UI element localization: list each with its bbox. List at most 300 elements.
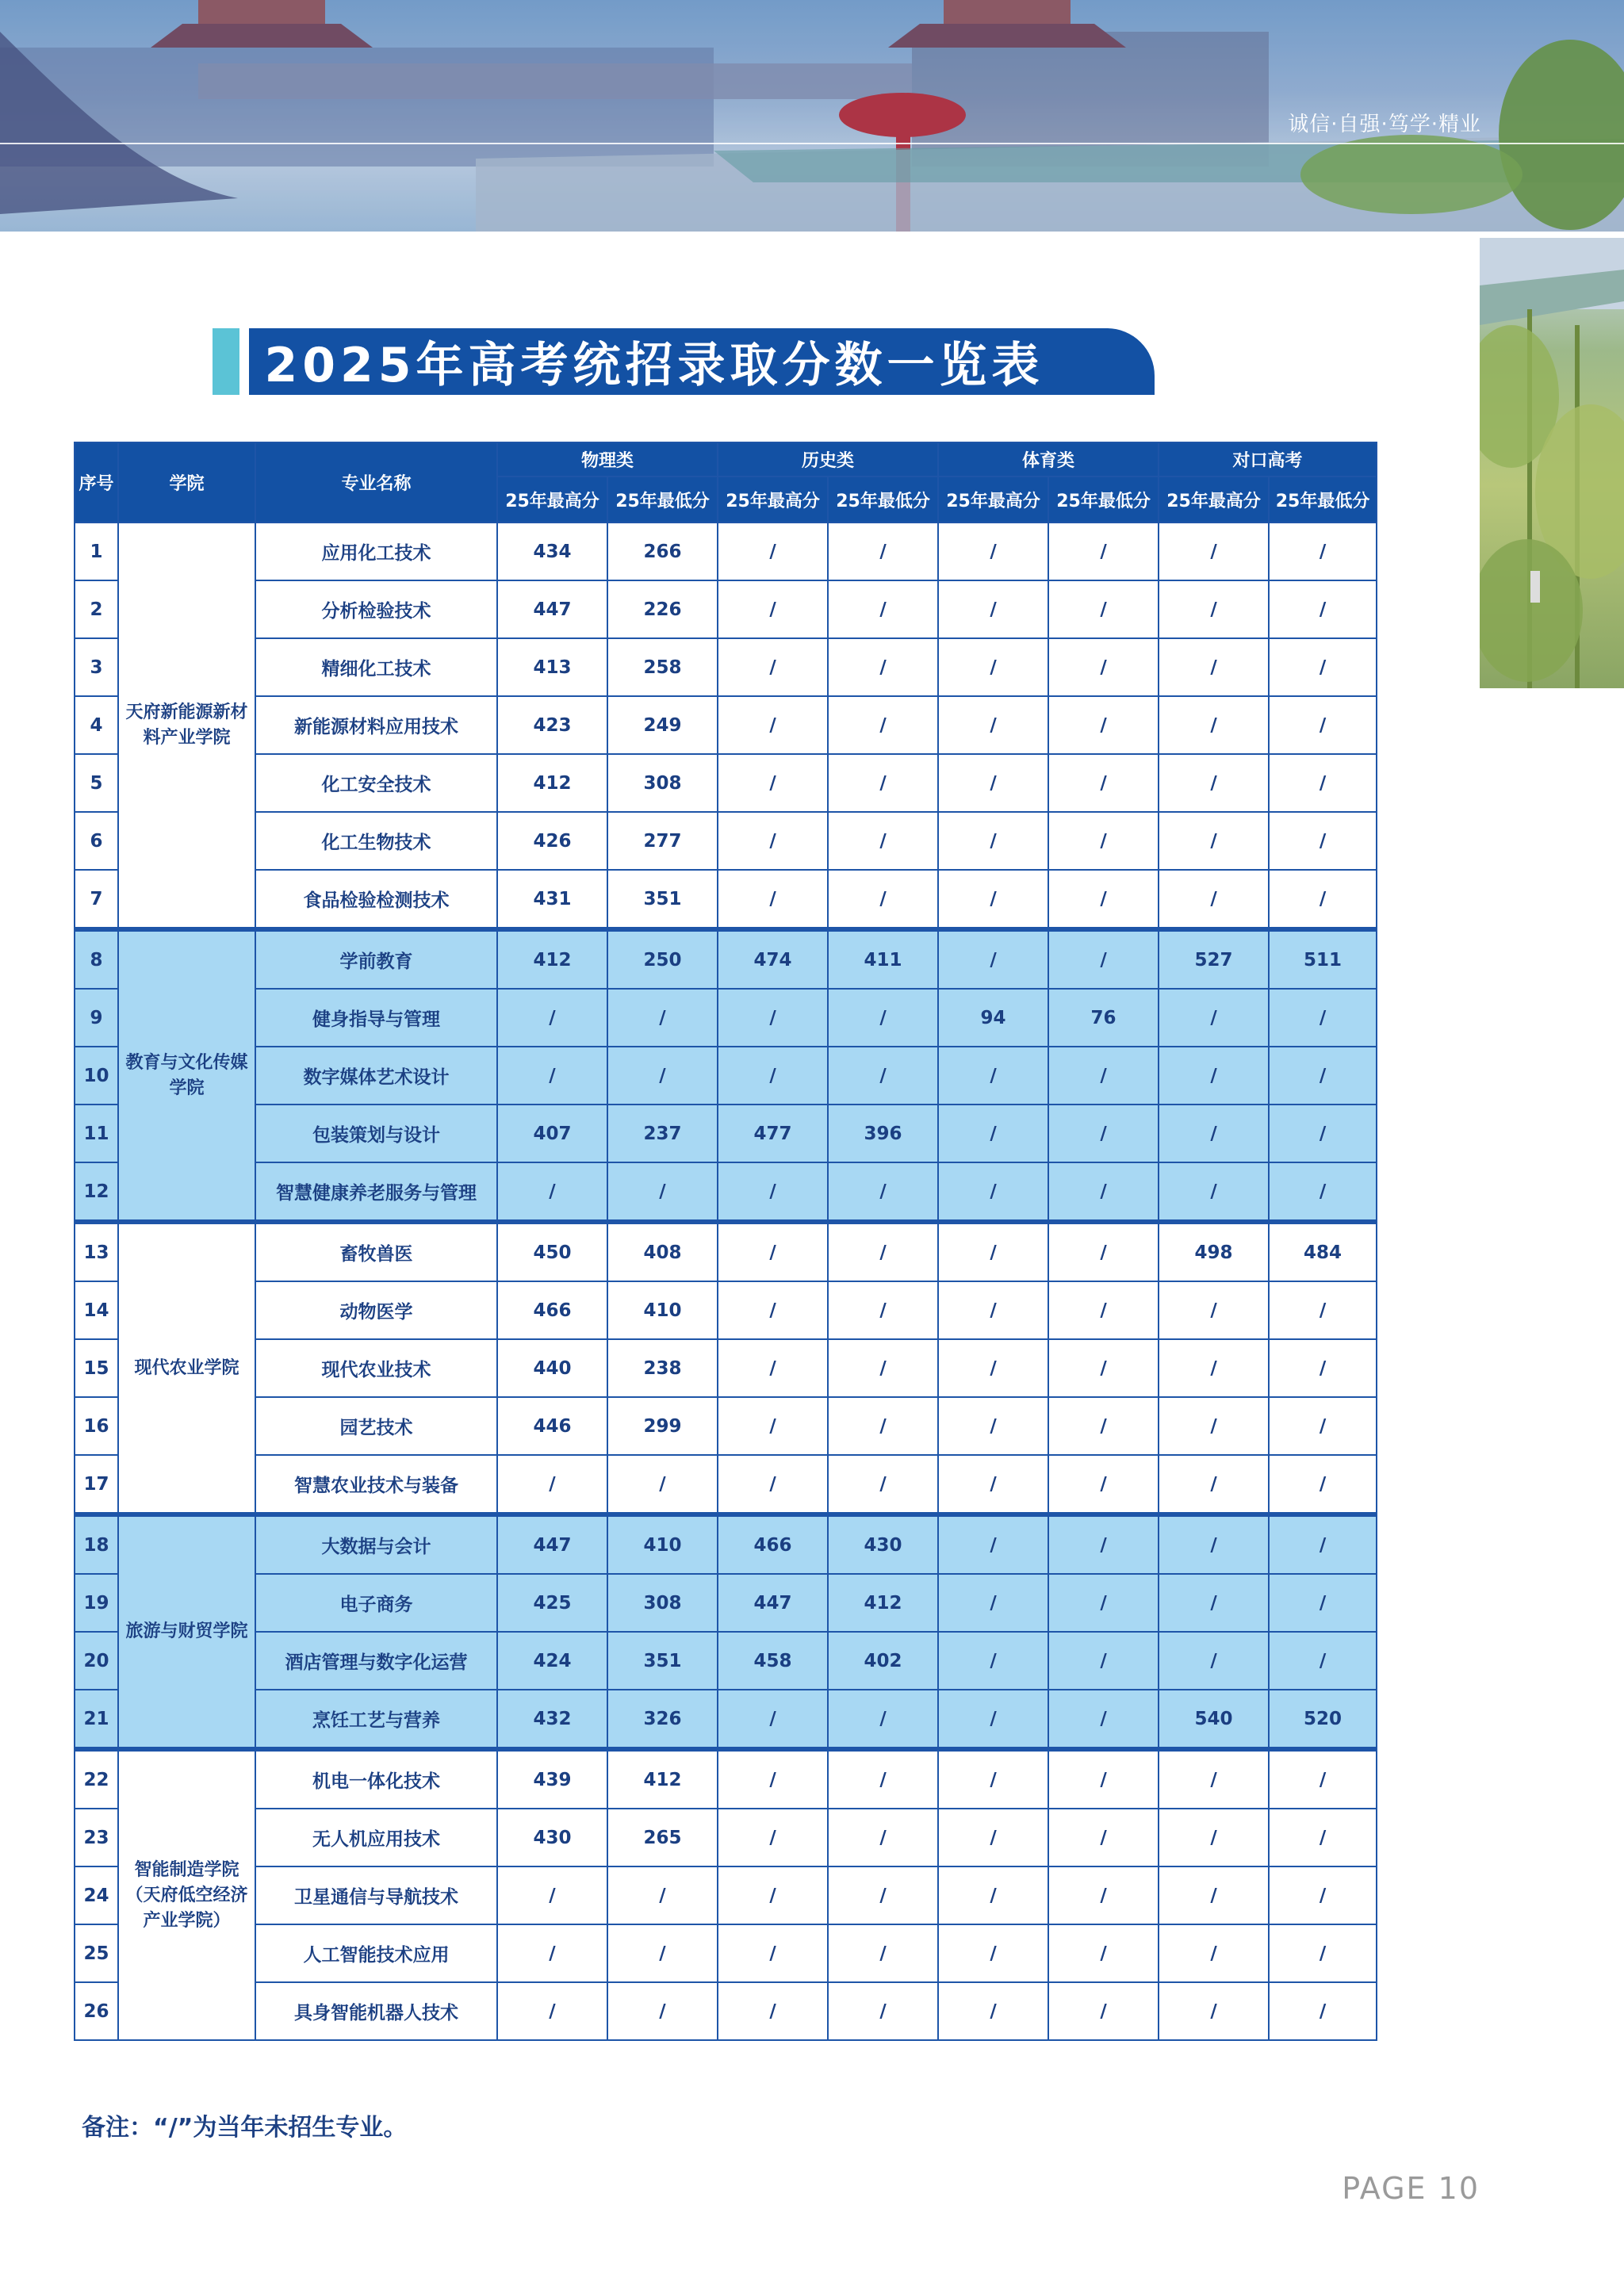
high-score-cell: 477 [718,1105,828,1162]
low-score-cell: / [1048,1632,1159,1690]
header-group-sports: 体育类 [938,442,1159,477]
college-motto: 诚信·自强·笃学·精业 [1288,113,1481,136]
high-score-cell: / [718,1047,828,1105]
low-score-cell: / [607,1866,718,1924]
high-score-cell: / [1159,1397,1269,1455]
high-score-cell: / [718,1222,828,1281]
high-score-cell: 540 [1159,1690,1269,1749]
low-score-cell: / [828,1047,938,1105]
low-score-cell: 249 [607,696,718,754]
major-name: 人工智能技术应用 [255,1924,497,1982]
high-score-cell: 447 [497,580,607,638]
high-score-cell: / [497,1047,607,1105]
high-score-cell: / [938,638,1048,696]
high-score-cell: / [497,1455,607,1514]
low-score-cell: / [828,1397,938,1455]
high-score-cell: / [718,1162,828,1222]
high-score-cell: / [1159,1455,1269,1514]
major-name: 学前教育 [255,929,497,989]
table-row [75,523,1377,580]
low-score-cell: / [1269,1749,1377,1809]
low-score-cell: / [1048,1105,1159,1162]
header-index: 序号 [75,442,118,523]
row-index: 1 [75,523,118,580]
low-score-cell: 266 [607,523,718,580]
high-score-cell: / [718,754,828,812]
low-score-cell: / [1048,1455,1159,1514]
high-score-cell: / [718,989,828,1047]
low-score-cell: 258 [607,638,718,696]
high-score-cell: / [1159,1749,1269,1809]
low-score-cell: 299 [607,1397,718,1455]
high-score-cell: / [1159,1866,1269,1924]
high-score-cell: / [718,523,828,580]
high-score-cell: / [497,1982,607,2040]
low-score-cell: / [607,1924,718,1982]
header-group-vocational: 对口高考 [1159,442,1377,477]
table-row [75,989,1377,1047]
high-score-cell: / [497,1924,607,1982]
high-score-cell: / [1159,1514,1269,1574]
low-score-cell: 238 [607,1339,718,1397]
banner-divider-line [0,143,1624,144]
title-banner [249,328,1155,395]
high-score-cell: 424 [497,1632,607,1690]
low-score-cell: / [1269,523,1377,580]
high-score-cell: / [1159,1339,1269,1397]
header-high-score: 25年最高分 [497,477,607,523]
low-score-cell: / [1048,1047,1159,1105]
low-score-cell: 308 [607,754,718,812]
low-score-cell: 520 [1269,1690,1377,1749]
high-score-cell: / [938,1397,1048,1455]
row-index: 21 [75,1690,118,1749]
low-score-cell: / [1269,1162,1377,1222]
low-score-cell: 250 [607,929,718,989]
row-index: 12 [75,1162,118,1222]
low-score-cell: / [1048,812,1159,870]
high-score-cell: / [497,1162,607,1222]
low-score-cell: / [828,754,938,812]
low-score-cell: / [828,870,938,929]
high-score-cell: / [718,1339,828,1397]
low-score-cell: 511 [1269,929,1377,989]
major-name: 无人机应用技术 [255,1809,497,1866]
header-college: 学院 [118,442,255,523]
page-title: 2025年高考统招录取分数一览表 [264,338,1044,393]
low-score-cell: 265 [607,1809,718,1866]
major-name: 酒店管理与数字化运营 [255,1632,497,1690]
high-score-cell: / [718,1809,828,1866]
high-score-cell: 432 [497,1690,607,1749]
footnote: 备注：“/”为当年未招生专业。 [82,2114,408,2142]
high-score-cell: 94 [938,989,1048,1047]
low-score-cell: 411 [828,929,938,989]
low-score-cell: / [1269,580,1377,638]
major-name: 现代农业技术 [255,1339,497,1397]
low-score-cell: / [607,1162,718,1222]
low-score-cell: / [1048,1982,1159,2040]
high-score-cell: 446 [497,1397,607,1455]
high-score-cell: / [718,1749,828,1809]
high-score-cell: / [1159,1047,1269,1105]
row-index: 8 [75,929,118,989]
low-score-cell: 396 [828,1105,938,1162]
table-row [75,1749,1377,1809]
low-score-cell: 408 [607,1222,718,1281]
row-index: 20 [75,1632,118,1690]
low-score-cell: / [1048,696,1159,754]
high-score-cell: / [1159,1281,1269,1339]
low-score-cell: / [1048,1514,1159,1574]
low-score-cell: 412 [828,1574,938,1632]
major-name: 新能源材料应用技术 [255,696,497,754]
major-name: 精细化工技术 [255,638,497,696]
high-score-cell: / [938,1047,1048,1105]
row-index: 15 [75,1339,118,1397]
high-score-cell: / [1159,1809,1269,1866]
low-score-cell: 351 [607,1632,718,1690]
header-group-physics: 物理类 [497,442,718,477]
row-index: 26 [75,1982,118,2040]
admission-score-table [74,442,1377,2041]
high-score-cell: / [1159,638,1269,696]
score-table-body [75,523,1377,2040]
low-score-cell: / [1269,1455,1377,1514]
low-score-cell: / [1269,1982,1377,2040]
high-score-cell: / [938,870,1048,929]
major-name: 畜牧兽医 [255,1222,497,1281]
high-score-cell: / [718,1866,828,1924]
low-score-cell: / [828,1281,938,1339]
low-score-cell: 308 [607,1574,718,1632]
low-score-cell: / [1048,1281,1159,1339]
high-score-cell: 466 [497,1281,607,1339]
low-score-cell: / [828,1809,938,1866]
major-name: 智慧健康养老服务与管理 [255,1162,497,1222]
table-row [75,696,1377,754]
low-score-cell: 351 [607,870,718,929]
high-score-cell: / [938,754,1048,812]
high-score-cell: 439 [497,1749,607,1809]
high-score-cell: / [938,1632,1048,1690]
high-score-cell: / [938,1749,1048,1809]
high-score-cell: 412 [497,754,607,812]
table-row [75,1574,1377,1632]
high-score-cell: / [718,812,828,870]
low-score-cell: 226 [607,580,718,638]
major-name: 食品检验检测技术 [255,870,497,929]
table-row [75,1105,1377,1162]
side-photo-bamboo [1480,238,1624,688]
row-index: 2 [75,580,118,638]
high-score-cell: / [938,1105,1048,1162]
college-name: 教育与文化传媒学院 [118,929,255,1222]
high-score-cell: / [1159,1982,1269,2040]
low-score-cell: / [1269,1809,1377,1866]
major-name: 具身智能机器人技术 [255,1982,497,2040]
high-score-cell: 430 [497,1809,607,1866]
row-index: 22 [75,1749,118,1809]
low-score-cell: / [1269,1866,1377,1924]
high-score-cell: / [938,1924,1048,1982]
row-index: 4 [75,696,118,754]
high-score-cell: 426 [497,812,607,870]
low-score-cell: 410 [607,1281,718,1339]
major-name: 烹饪工艺与营养 [255,1690,497,1749]
header-low-score: 25年最低分 [1269,477,1377,523]
high-score-cell: 434 [497,523,607,580]
low-score-cell: / [1048,1574,1159,1632]
low-score-cell: / [1048,1339,1159,1397]
high-score-cell: / [938,1339,1048,1397]
low-score-cell: / [607,989,718,1047]
low-score-cell: / [1048,523,1159,580]
table-row [75,1397,1377,1455]
row-index: 3 [75,638,118,696]
low-score-cell: / [1048,929,1159,989]
low-score-cell: / [607,1982,718,2040]
low-score-cell: 412 [607,1749,718,1809]
high-score-cell: 498 [1159,1222,1269,1281]
low-score-cell: / [828,1690,938,1749]
low-score-cell: / [1048,1866,1159,1924]
high-score-cell: / [1159,1632,1269,1690]
table-row [75,1924,1377,1982]
table-row [75,1281,1377,1339]
header-high-score: 25年最高分 [1159,477,1269,523]
high-score-cell: / [938,1574,1048,1632]
low-score-cell: / [1048,1690,1159,1749]
table-row [75,1690,1377,1749]
low-score-cell: / [1269,812,1377,870]
title-accent-bar [213,328,239,395]
row-index: 19 [75,1574,118,1632]
high-score-cell: / [718,696,828,754]
table-row [75,1222,1377,1281]
row-index: 16 [75,1397,118,1455]
major-name: 电子商务 [255,1574,497,1632]
low-score-cell: / [828,1222,938,1281]
high-score-cell: / [938,1222,1048,1281]
low-score-cell: / [828,696,938,754]
low-score-cell: / [1048,1397,1159,1455]
header-low-score: 25年最低分 [607,477,718,523]
table-row [75,929,1377,989]
low-score-cell: / [1048,638,1159,696]
major-name: 分析检验技术 [255,580,497,638]
low-score-cell: / [828,1982,938,2040]
high-score-cell: 474 [718,929,828,989]
high-score-cell: / [718,1281,828,1339]
high-score-cell: / [497,1866,607,1924]
row-index: 5 [75,754,118,812]
header-major: 专业名称 [255,442,497,523]
row-index: 23 [75,1809,118,1866]
high-score-cell: / [1159,1105,1269,1162]
low-score-cell: 484 [1269,1222,1377,1281]
low-score-cell: / [1269,1047,1377,1105]
row-index: 24 [75,1866,118,1924]
header-high-score: 25年最高分 [718,477,828,523]
high-score-cell: / [1159,812,1269,870]
high-score-cell: / [938,1162,1048,1222]
table-row [75,1047,1377,1105]
row-index: 11 [75,1105,118,1162]
low-score-cell: / [828,1924,938,1982]
header-banner-photo [0,0,1624,232]
low-score-cell: 326 [607,1690,718,1749]
high-score-cell: 412 [497,929,607,989]
high-score-cell: / [718,1455,828,1514]
high-score-cell: 425 [497,1574,607,1632]
low-score-cell: / [1048,1809,1159,1866]
low-score-cell: / [1269,1397,1377,1455]
high-score-cell: / [1159,1162,1269,1222]
major-name: 化工生物技术 [255,812,497,870]
low-score-cell: 402 [828,1632,938,1690]
major-name: 健身指导与管理 [255,989,497,1047]
low-score-cell: / [1269,989,1377,1047]
high-score-cell: / [938,1514,1048,1574]
high-score-cell: / [938,1982,1048,2040]
high-score-cell: / [1159,1574,1269,1632]
table-row [75,1982,1377,2040]
table-row [75,580,1377,638]
low-score-cell: / [828,1162,938,1222]
high-score-cell: / [938,1281,1048,1339]
low-score-cell: 410 [607,1514,718,1574]
row-index: 9 [75,989,118,1047]
row-index: 13 [75,1222,118,1281]
low-score-cell: / [1048,1924,1159,1982]
row-index: 18 [75,1514,118,1574]
high-score-cell: / [938,696,1048,754]
low-score-cell: / [1269,1105,1377,1162]
low-score-cell: / [1269,1281,1377,1339]
header-low-score: 25年最低分 [1048,477,1159,523]
low-score-cell: / [1048,580,1159,638]
high-score-cell: 407 [497,1105,607,1162]
low-score-cell: / [828,1866,938,1924]
row-index: 14 [75,1281,118,1339]
page-number: PAGE 10 [1342,2171,1480,2206]
table-row [75,1162,1377,1222]
high-score-cell: / [718,1690,828,1749]
low-score-cell: / [828,638,938,696]
low-score-cell: / [607,1047,718,1105]
high-score-cell: 413 [497,638,607,696]
low-score-cell: 430 [828,1514,938,1574]
table-row [75,1632,1377,1690]
table-row [75,870,1377,929]
high-score-cell: / [718,1982,828,2040]
high-score-cell: / [1159,754,1269,812]
low-score-cell: / [1269,1514,1377,1574]
high-score-cell: 458 [718,1632,828,1690]
low-score-cell: / [1269,754,1377,812]
high-score-cell: / [718,1397,828,1455]
header-high-score: 25年最高分 [938,477,1048,523]
high-score-cell: / [938,812,1048,870]
low-score-cell: 76 [1048,989,1159,1047]
high-score-cell: / [1159,523,1269,580]
major-name: 数字媒体艺术设计 [255,1047,497,1105]
table-row [75,754,1377,812]
high-score-cell: / [1159,580,1269,638]
major-name: 大数据与会计 [255,1514,497,1574]
major-name: 机电一体化技术 [255,1749,497,1809]
high-score-cell: 527 [1159,929,1269,989]
low-score-cell: / [828,989,938,1047]
high-score-cell: 431 [497,870,607,929]
high-score-cell: / [1159,696,1269,754]
row-index: 6 [75,812,118,870]
low-score-cell: / [828,1749,938,1809]
college-name: 智能制造学院（天府低空经济产业学院） [118,1749,255,2040]
low-score-cell: / [828,812,938,870]
low-score-cell: / [1269,1924,1377,1982]
table-row [75,1809,1377,1866]
table-row [75,1514,1377,1574]
low-score-cell: / [1048,754,1159,812]
low-score-cell: / [1048,1162,1159,1222]
high-score-cell: / [938,1866,1048,1924]
major-name: 园艺技术 [255,1397,497,1455]
high-score-cell: / [718,1924,828,1982]
low-score-cell: 277 [607,812,718,870]
high-score-cell: 466 [718,1514,828,1574]
row-index: 17 [75,1455,118,1514]
high-score-cell: 440 [497,1339,607,1397]
low-score-cell: / [1048,1222,1159,1281]
low-score-cell: / [607,1455,718,1514]
header-low-score: 25年最低分 [828,477,938,523]
high-score-cell: / [718,870,828,929]
major-name: 卫星通信与导航技术 [255,1866,497,1924]
low-score-cell: / [1269,870,1377,929]
high-score-cell: / [1159,989,1269,1047]
high-score-cell: / [1159,870,1269,929]
high-score-cell: / [497,989,607,1047]
college-name: 天府新能源新材料产业学院 [118,523,255,929]
low-score-cell: 237 [607,1105,718,1162]
major-name: 智慧农业技术与装备 [255,1455,497,1514]
table-row [75,1866,1377,1924]
low-score-cell: / [828,1339,938,1397]
low-score-cell: / [1269,1339,1377,1397]
high-score-cell: / [938,929,1048,989]
major-name: 包装策划与设计 [255,1105,497,1162]
low-score-cell: / [1269,1574,1377,1632]
low-score-cell: / [1269,638,1377,696]
row-index: 25 [75,1924,118,1982]
high-score-cell: / [938,1809,1048,1866]
low-score-cell: / [1048,870,1159,929]
table-row [75,1455,1377,1514]
college-name: 旅游与财贸学院 [118,1514,255,1749]
high-score-cell: / [718,580,828,638]
header-group-history: 历史类 [718,442,938,477]
low-score-cell: / [828,1455,938,1514]
table-row [75,1339,1377,1397]
low-score-cell: / [828,580,938,638]
low-score-cell: / [828,523,938,580]
low-score-cell: / [1269,1632,1377,1690]
high-score-cell: / [938,523,1048,580]
high-score-cell: 450 [497,1222,607,1281]
major-name: 动物医学 [255,1281,497,1339]
